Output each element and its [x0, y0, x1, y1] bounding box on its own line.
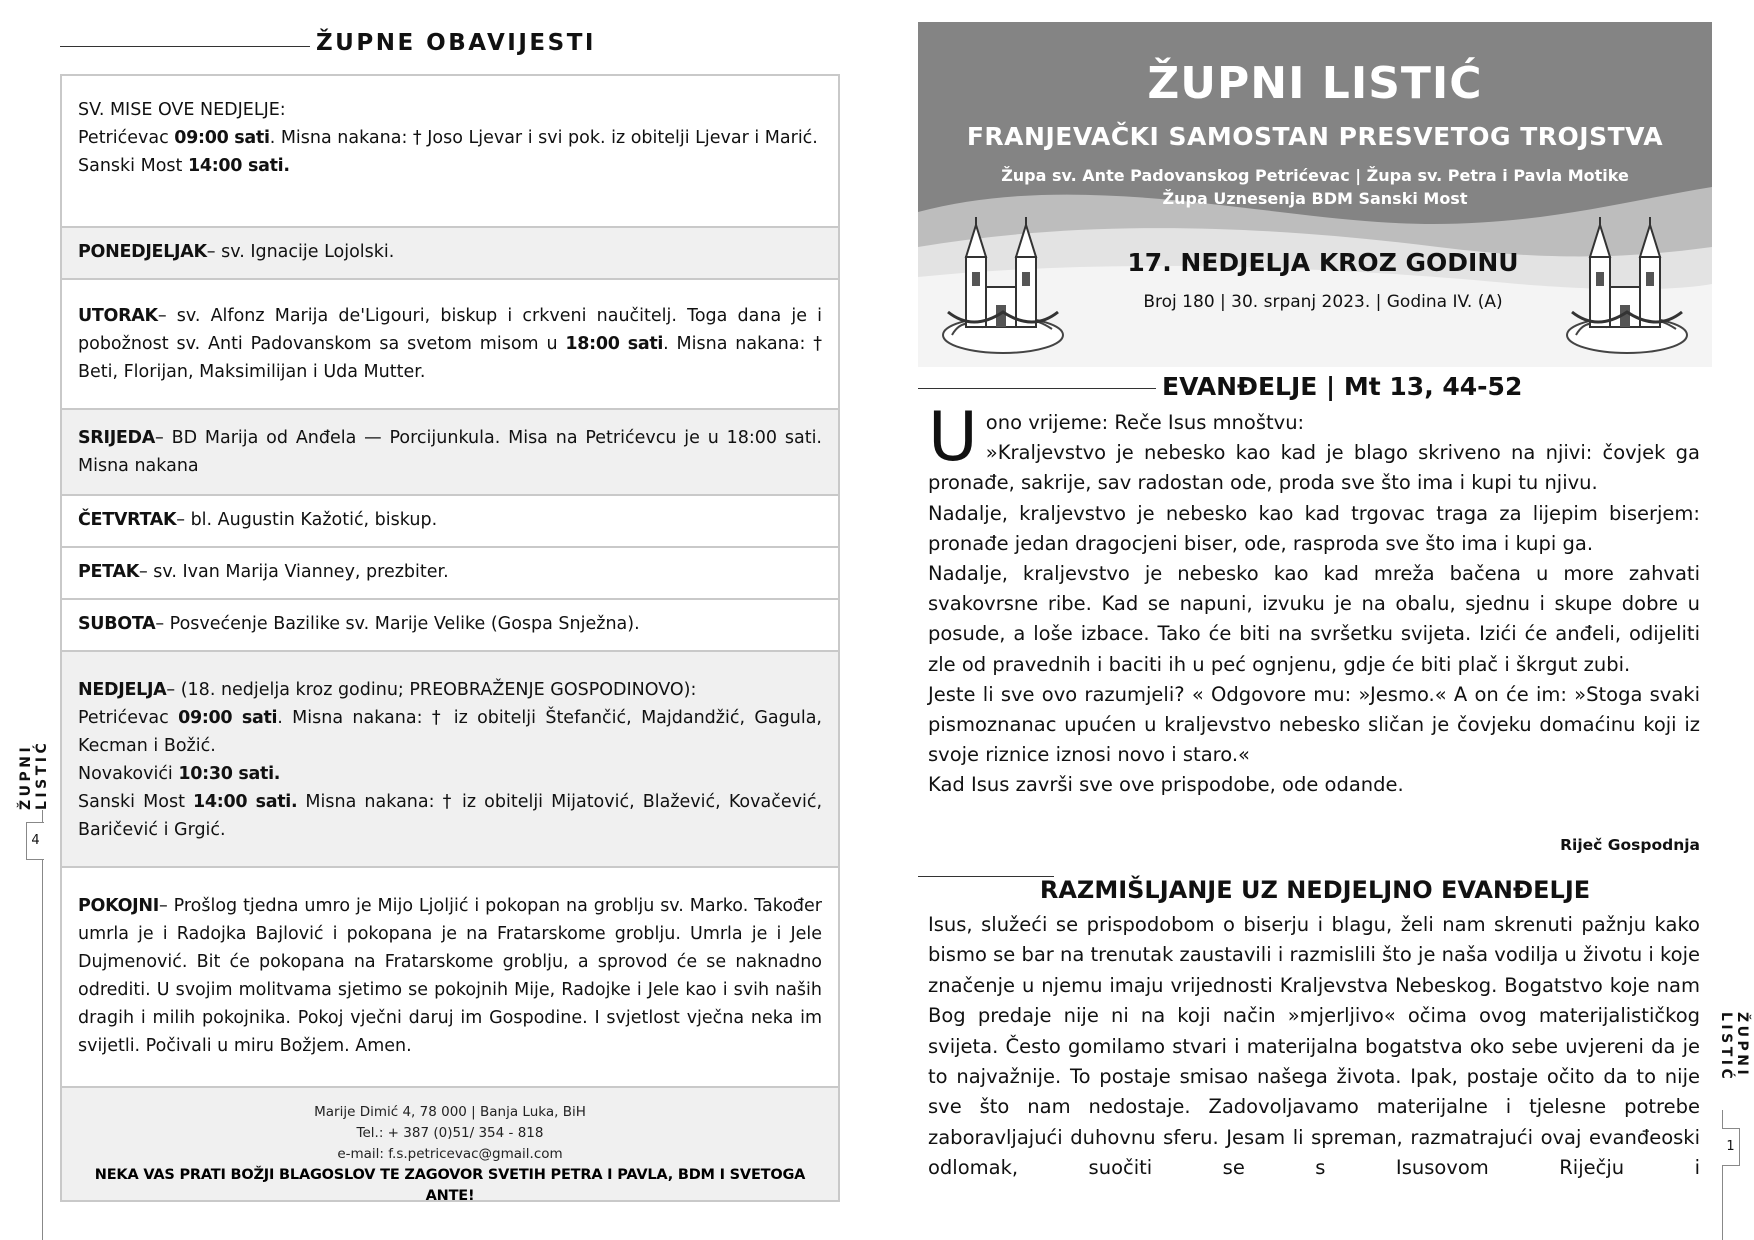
header-rule	[60, 46, 310, 47]
masses-line-1: Petrićevac 09:00 sati. Misna nakana: † Joso Ljevar i svi pok. iz obitelji Ljevar i Marić.	[78, 128, 818, 148]
day-label: ČETVRTAK	[78, 510, 177, 530]
heading-rule	[918, 388, 1156, 389]
gospel-paragraph: Jeste li sve ovo razumjeli? « Odgovore mu: »Jesmo.« A on će im: »Stoga svaki pismoznanac upućen u kraljevstvo nebesko sličan je čovjeku domaćinu koji iz svoje riznice iznosi novo i staro.«	[928, 682, 1700, 767]
contact-footer	[62, 1088, 838, 1202]
masthead-parishes: Župa sv. Ante Padovanskog Petrićevac | Župa sv. Petra i Pavla Motike Župa Uznesenja BDM Sanski Most	[1001, 166, 1629, 208]
left-side-tab	[18, 650, 50, 1240]
gospel-closing: Riječ Gospodnja	[1560, 836, 1700, 854]
day-label: SRIJEDA	[78, 428, 156, 448]
announcement-friday	[62, 548, 838, 600]
right-side-tab	[1718, 960, 1750, 1240]
announcement-deceased	[62, 868, 838, 1088]
gospel-text	[928, 398, 1700, 801]
gospel-paragraph: »Kraljevstvo je nebesko kao kad je blago skriveno na njivi: čovjek ga pronađe, sakrije, sav radostan ode, proda sve što ima i kupi tu njivu.	[928, 441, 1700, 495]
announcement-saturday	[62, 600, 838, 652]
day-label: POKOJNI	[78, 896, 159, 916]
announcement-thursday	[62, 496, 838, 548]
sunday-line-3: Sanski Most 14:00 sati. Misna nakana: † iz obitelji Mijatović, Blažević, Kovačević, Baričević i Grgić.	[78, 792, 823, 840]
masthead-banner	[918, 22, 1712, 367]
phone: Tel.: + 387 (0)51/ 354 - 818	[356, 1125, 544, 1141]
announcement-masses	[62, 76, 838, 228]
left-side-label: ŽUPNI LISTIĆ	[18, 739, 50, 810]
gospel-heading-block	[918, 372, 1712, 404]
church-icon	[1562, 217, 1692, 362]
blessing: NEKA VAS PRATI BOŽJI BLAGOSLOV TE ZAGOVOR SVETIH PETRA I PAVLA, BDM I SVETOGA ANTE!	[94, 1167, 806, 1204]
day-label: UTORAK	[78, 306, 158, 326]
day-text: – Prošlog tjedna umro je Mijo Ljoljić i pokopan na groblju sv. Marko. Također umrla je i Radojka Bajlović i pokopana je na Fratarskome groblju. Umrla je i Jele Dujmenović. Bit će pokopana na Fratarskome groblju, a sprovod će se naknadno odrediti. U svojim molitvama sjetimo se pokojnih Mije, Radojke i Jele kao i svih naših dragih i milih pokojnika. Pokoj vječni daruj im Gospodine. I svjetlost vječna neka im svijetli. Počivali u miru Božjem. Amen.	[78, 896, 822, 1056]
day-text: – BD Marija od Anđela — Porcijunkula. Misa na Petrićevcu je u 18:00 sati. Misna nakana	[78, 428, 822, 476]
right-side-label: ŽUPNI LISTIĆ	[1718, 1012, 1750, 1083]
address: Marije Dimić 4, 78 000 | Banja Luka, BiH	[314, 1104, 586, 1120]
sunday-line-2: Novakovići 10:30 sati.	[78, 764, 281, 784]
left-page-header	[60, 30, 840, 66]
page-number: 1	[1722, 1128, 1740, 1166]
email[interactable]: e-mail: f.s.petricevac@gmail.com	[337, 1146, 563, 1162]
gospel-paragraph: Nadalje, kraljevstvo je nebesko kao kad trgovac traga za lijepim biserjem: pronađe jedan dragocjeni biser, ode, rasproda sve što ima i kupi ga.	[928, 501, 1700, 555]
masses-line-2: Sanski Most 14:00 sati.	[78, 156, 290, 176]
church-icon	[938, 217, 1068, 362]
day-label: PETAK	[78, 562, 139, 582]
side-rule	[42, 810, 43, 1240]
sunday-line-1: Petrićevac 09:00 sati. Misna nakana: † iz obitelji Štefančić, Majdandžić, Gagula, Kecman i Božić.	[78, 708, 822, 756]
gospel-paragraph: ono vrijeme: Reče Isus mnoštvu:	[985, 411, 1305, 434]
announcement-sunday: NEDJELJA– (18. nedjelja kroz godinu; PREOBRAŽENJE GOSPODINOVO): Petrićevac 09:00 sati. Misna nakana: † iz obitelji Štefančić, Majdandžić, Gagula, Kecman i Božić. Novakovići 10:30 sati. Sanski Most 14:00 sati. Misna nakana: † iz obitelji Mijatović, Blažević, Kovačević, Baričević i Grgić.	[62, 652, 838, 868]
day-text: – sv. Ignacije Lojolski.	[206, 242, 395, 262]
day-label: SUBOTA	[78, 614, 156, 634]
page-number: 4	[26, 822, 44, 860]
reflection-heading: RAZMIŠLJANJE UZ NEDJELJNO EVANĐELJE	[1039, 876, 1591, 904]
announcement-tuesday: UTORAK– sv. Alfonz Marija de'Ligouri, biskup i crkveni naučitelj. Toga dana je i pobožnost sv. Anti Padovanskom sa svetom misom u 18:00 sati. Misna nakana: † Beti, Florijan, Maksimilijan i Uda Mutter.	[62, 280, 838, 410]
announcement-wednesday	[62, 410, 838, 496]
day-label: PONEDJELJAK	[78, 242, 207, 262]
day-text: – bl. Augustin Kažotić, biskup.	[176, 510, 438, 530]
gospel-paragraph: Kad Isus završi sve ove prispodobe, ode odande.	[928, 773, 1404, 797]
gospel-paragraph: Nadalje, kraljevstvo je nebesko kao kad mreža bačena u more zahvati svakovrsne ribe. Kad se napuni, izvuku je na obalu, sjednu i skupe dobre u posude, a loše izbace. Tako će biti na svršetku svijeta. Izići će anđeli, odijeliti zle od pravednih i baciti ih u peć ognjenu, gdje će biti plač i škrgut zubi.	[928, 562, 1700, 676]
issue-info: Broj 180 | 30. srpanj 2023. | Godina IV. (A)	[1143, 292, 1503, 312]
masthead-title: ŽUPNI LISTIĆ	[1147, 58, 1483, 109]
left-page-title: ŽUPNE OBAVIJESTI	[316, 30, 596, 56]
day-text: – sv. Ivan Marija Vianney, prezbiter.	[138, 562, 449, 582]
sunday-title: 17. NEDJELJA KROZ GODINU	[1127, 248, 1519, 277]
day-text: – Posvećenje Bazilike sv. Marije Velike (Gospa Snježna).	[155, 614, 640, 634]
day-label: NEDJELJA	[78, 680, 167, 700]
gospel-heading: EVANĐELJE | Mt 13, 44-52	[1162, 372, 1523, 401]
drop-cap: U	[928, 398, 978, 477]
announcements-box	[60, 74, 840, 1202]
reflection-heading-block	[918, 872, 1712, 904]
reflection-text: Isus, služeći se prispodobom o biserju i blagu, želi nam skrenuti pažnju kako bismo se bar na trenutak zaustavili i razmislili što je naša vodilja u životu i koje značenje u njemu imaju vrijednosti Kraljevstva Nebeskog. Bogatstvo koje nam Bog predaje nije ni na koji način »mjerljivo« očima ovog materijalističkog svijeta. Često gomilamo stvari i materijalna bogatstva oko sebe uvjereni da je to najvažnije. To postaje smisao našega života. Ipak, postaje očito da to nije sve što nam nedostaje. Zadovoljavamo materijalne i tjelesne potrebe zaboravljajući duhovnu sferu. Jesam li spreman, razmatrajući ovaj evanđeoski odlomak, suočiti se s Isusovom Riječju i	[928, 913, 1700, 1180]
masthead-subtitle: FRANJEVAČKI SAMOSTAN PRESVETOG TROJSTVA	[966, 122, 1664, 151]
masses-label: SV. MISE OVE NEDJELJE:	[78, 100, 286, 120]
announcement-monday	[62, 228, 838, 280]
